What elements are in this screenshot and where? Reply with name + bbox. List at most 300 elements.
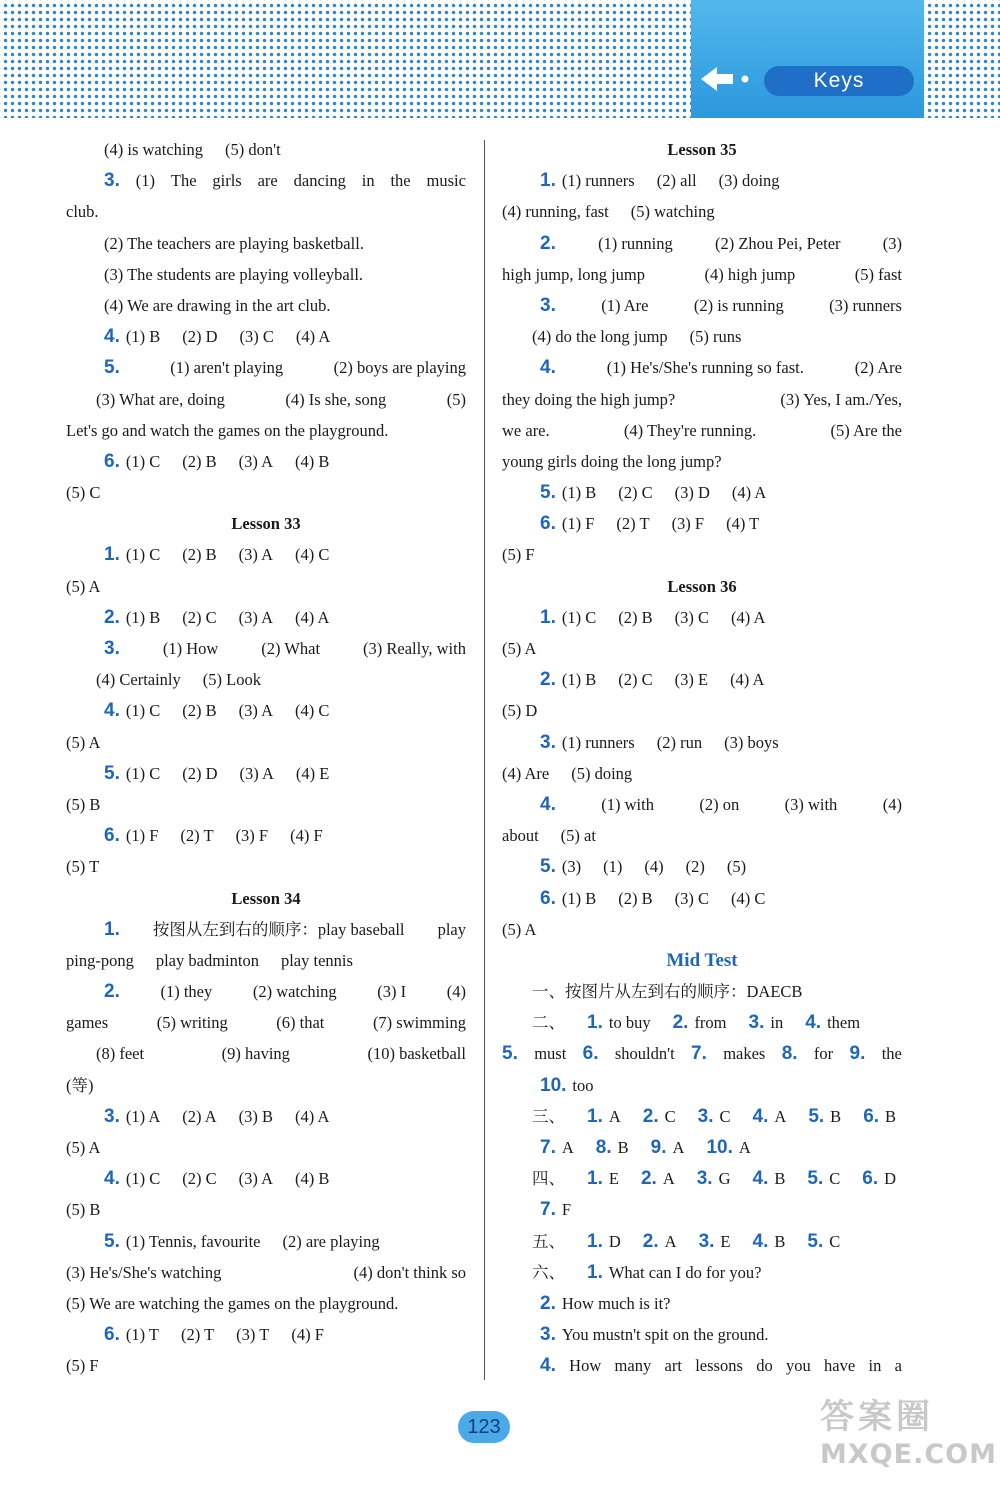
answer-line [502, 1350, 902, 1381]
answer-text: What can I do for you? [608, 1262, 762, 1282]
answer-text: (2) B [182, 701, 217, 721]
answer-line [502, 1038, 902, 1069]
answer-text: (4) A [294, 1106, 330, 1126]
answer-line [502, 820, 902, 851]
answer-text: (5) fast [854, 264, 902, 284]
answer-line [502, 1163, 902, 1194]
answer-text: (3) with [784, 794, 838, 814]
answer-text: Lesson 35 [667, 140, 737, 159]
answer-text: (1) Are [601, 295, 649, 315]
keys-label: Keys [764, 66, 914, 96]
question-number: 4. [104, 326, 120, 348]
answer-text: (3) C [674, 607, 709, 627]
answer-text: (4) [446, 982, 466, 1002]
answer-text: 五、 [532, 1231, 565, 1251]
answer-text: (1) B [561, 483, 597, 503]
answer-text: (4) C [294, 701, 330, 721]
answer-text: (5) [726, 857, 747, 877]
answer-text: (4) high jump [704, 264, 796, 284]
answer-text: 按图从左到右的顺序：play baseball [152, 919, 405, 939]
answer-text: B [774, 1231, 786, 1251]
answer-text: (2) D [182, 763, 218, 783]
answer-text: (5) doing [571, 763, 633, 783]
question-number: 5. [540, 856, 556, 878]
answer-text: Lesson 34 [231, 888, 301, 908]
answer-text: 六、 [532, 1262, 565, 1282]
question-number: 5. [807, 1230, 824, 1252]
question-number: 5. [807, 1168, 824, 1190]
answer-text: (等) [66, 1075, 94, 1095]
answer-line [502, 883, 902, 914]
answer-line [66, 196, 466, 227]
answer-line [66, 727, 466, 758]
answer-text: (5) A [502, 919, 537, 939]
answer-line [502, 633, 902, 664]
answer-text: E [608, 1169, 619, 1189]
answer-text: you [785, 1356, 811, 1376]
question-number: 3. [104, 638, 120, 659]
answer-text: B [830, 1106, 842, 1126]
answer-text: 一、按图片从左到右的顺序：DAECB [532, 982, 803, 1002]
answer-line [502, 539, 902, 570]
answer-text: (5) T [66, 857, 100, 877]
question-number: 2. [642, 1105, 659, 1127]
answer-text: (4) running, fast [502, 202, 609, 222]
answer-text: (4) Certainly [96, 670, 181, 690]
answer-text: the [881, 1044, 902, 1064]
answer-line [502, 228, 902, 259]
answer-text: girls [212, 171, 242, 191]
question-number: 4. [752, 1230, 769, 1252]
answer-line [502, 415, 902, 446]
answer-text: You mustn't spit on the ground. [561, 1325, 769, 1345]
answer-line [66, 384, 466, 415]
answer-text: How much is it? [561, 1293, 671, 1313]
question-number: 4. [752, 1105, 769, 1127]
answer-text: (1) [135, 171, 155, 191]
answer-text: (9) having [221, 1044, 290, 1064]
answer-line [66, 1132, 466, 1163]
answer-text: (1) How [162, 639, 219, 658]
question-number: 4. [805, 1012, 822, 1034]
answer-text: (2) [685, 857, 705, 877]
answer-text: too [572, 1075, 594, 1095]
answer-text: (2) watching [252, 982, 337, 1002]
answer-text: (3) I [377, 982, 407, 1002]
answer-line [66, 695, 466, 726]
question-number: 6. [540, 513, 556, 535]
answer-text: (2) all [656, 171, 697, 191]
question-number: 3. [540, 731, 556, 753]
question-number: 2. [640, 1168, 657, 1190]
answer-text: (4) A [295, 327, 331, 347]
answer-text: lessons [695, 1356, 743, 1376]
answer-line [502, 290, 902, 321]
answer-line [502, 259, 902, 290]
answer-text: (1) B [125, 607, 161, 627]
answer-text: (3) C [674, 888, 709, 908]
answer-text: (5) runs [689, 327, 742, 347]
answer-text: (1) runners [561, 171, 635, 191]
answer-text: (2) Zhou Pei, Peter [714, 233, 841, 253]
answer-line [502, 1257, 902, 1288]
answer-line [66, 945, 466, 976]
answer-text: (2) B [618, 607, 653, 627]
answer-line [66, 165, 466, 196]
answer-line [66, 851, 466, 882]
answer-line [66, 758, 466, 789]
answer-text: (4) C [294, 545, 330, 565]
answer-line [66, 508, 466, 539]
answer-text: (5) don't [224, 140, 281, 159]
answer-line [502, 1101, 902, 1132]
question-number: 1. [587, 1012, 603, 1034]
question-number: 2. [672, 1012, 689, 1034]
answer-text: ping-pong [66, 950, 134, 970]
question-number: 3. [697, 1105, 714, 1127]
answer-line [66, 1101, 466, 1132]
answer-text: (1) Tennis, favourite [125, 1231, 261, 1251]
answer-text: (1) T [125, 1325, 160, 1345]
answer-line [66, 1194, 466, 1225]
answer-line [66, 633, 466, 664]
answer-line [66, 539, 466, 570]
answer-line [502, 508, 902, 539]
answer-text: (3) runners [829, 295, 902, 315]
answer-line [502, 1319, 902, 1350]
answer-text: (4) Is she, song [285, 389, 387, 409]
answer-text: (4) is watching [104, 140, 203, 159]
question-number: 6. [104, 450, 120, 472]
question-number: 9. [650, 1137, 667, 1158]
question-number: 8. [781, 1043, 798, 1065]
answer-text: (3) Really, with [363, 639, 466, 658]
answer-line [66, 321, 466, 352]
answer-text: in [361, 171, 375, 191]
answer-text: (5) at [560, 826, 596, 846]
answer-text: (5) C [66, 483, 101, 503]
answer-text: C [829, 1231, 841, 1251]
answer-text: (3) [561, 857, 582, 877]
answer-line [66, 976, 466, 1007]
answer-text: (5) B [66, 1200, 101, 1220]
answer-text: A [672, 1138, 685, 1157]
answer-line [502, 352, 902, 383]
question-number: 1. [587, 1105, 603, 1127]
answer-line [66, 789, 466, 820]
answer-text: (4) C [730, 888, 766, 908]
question-number: 1. [540, 606, 556, 628]
question-number: 2. [540, 669, 556, 691]
question-number: 1. [587, 1168, 603, 1190]
answer-text: (4) A [730, 670, 765, 690]
answer-text: D [884, 1169, 897, 1189]
answer-text: (5) Look [202, 670, 261, 690]
column-divider [484, 140, 485, 1380]
answer-column-left [66, 134, 466, 1382]
answer-text: dancing [293, 171, 346, 191]
answer-text: do [756, 1356, 773, 1376]
question-number: 3. [104, 1105, 120, 1127]
answer-text: (3) A [238, 545, 273, 565]
answer-text: C [829, 1169, 841, 1189]
answer-text: A [561, 1138, 574, 1157]
question-number: 3. [748, 1012, 765, 1034]
answer-text: Mid Test [666, 949, 738, 971]
answer-line [502, 477, 902, 508]
answer-text: (7) swimming [372, 1013, 466, 1033]
answer-text: (2) D [182, 327, 218, 347]
answer-text: (2) B [618, 888, 653, 908]
answer-line [66, 571, 466, 602]
answer-line [66, 446, 466, 477]
answer-text: for [813, 1044, 834, 1064]
question-number: 7. [540, 1199, 556, 1221]
answer-text: (2) Are [854, 358, 902, 378]
answer-text: games [66, 1013, 109, 1033]
answer-line [502, 758, 902, 789]
answer-line [66, 1319, 466, 1350]
answer-text: (4) F [291, 1325, 324, 1345]
answer-text: we are. [502, 420, 550, 440]
answer-text: Lesson 33 [231, 514, 301, 534]
answer-text: The [170, 171, 197, 191]
answer-text: (5) A [66, 1138, 101, 1157]
question-number: 2. [642, 1230, 659, 1252]
answer-text: play badminton [155, 950, 259, 970]
answer-text: from [694, 1013, 727, 1033]
header-panel [691, 0, 924, 118]
answer-text: (3) F [235, 826, 269, 846]
answer-line [502, 945, 902, 976]
answer-text: (5) A [66, 576, 101, 596]
answer-text: (2) C [618, 483, 653, 503]
question-number: 3. [698, 1230, 715, 1252]
answer-text: (5) Are the [830, 420, 902, 440]
answer-text: (3) boys [724, 732, 779, 752]
answer-text: (4) B [294, 1169, 330, 1189]
answer-text: A [662, 1169, 675, 1189]
answer-text: (3) B [238, 1106, 273, 1126]
answer-text: (4) They're running. [623, 420, 757, 440]
answer-text: (4) We are drawing in the art club. [104, 295, 331, 315]
answer-line [502, 664, 902, 695]
answer-text: (1) C [125, 701, 161, 721]
answer-text: (8) feet [96, 1044, 145, 1064]
answer-text: (3) A [238, 607, 273, 627]
answer-line [66, 228, 466, 259]
answer-line [66, 415, 466, 446]
answer-text: Lesson 36 [667, 576, 737, 596]
answer-text: (5) writing [156, 1013, 228, 1033]
answer-line [66, 1163, 466, 1194]
question-number: 4. [540, 1355, 556, 1377]
question-number: 1. [587, 1261, 603, 1283]
answer-text: (4) F [290, 826, 323, 846]
answer-text: A [608, 1106, 621, 1126]
answer-line [502, 1132, 902, 1163]
answer-line [66, 883, 466, 914]
question-number: 8. [595, 1137, 612, 1158]
answer-line [502, 976, 902, 1007]
answer-text: (6) that [276, 1013, 325, 1033]
answer-text: (3) Yes, I am./Yes, [780, 389, 902, 409]
answer-text: (2) C [182, 607, 217, 627]
answer-text: (2) is running [693, 295, 784, 315]
answer-text: them [827, 1013, 861, 1033]
question-number: 1. [540, 170, 556, 192]
answer-text: (5) F [66, 1356, 99, 1376]
answer-line [66, 602, 466, 633]
answer-text: (3) He's/She's watching [66, 1262, 222, 1282]
answer-text: are [257, 171, 278, 191]
answer-line [502, 1194, 902, 1225]
answer-text: (2) boys are playing [333, 358, 466, 378]
answer-text: (2) run [656, 732, 703, 752]
answer-text: (2) The teachers are playing basketball. [104, 233, 364, 253]
answer-text: (3) F [671, 514, 705, 534]
question-number: 2. [540, 1292, 556, 1314]
question-number: 1. [587, 1230, 603, 1252]
answer-text: B [885, 1106, 897, 1126]
question-number: 4. [104, 1168, 120, 1190]
answer-text: (3) What are, doing [96, 389, 225, 409]
answer-text: (4) A [730, 607, 766, 627]
answer-text: 四、 [532, 1169, 565, 1189]
answer-line [502, 1288, 902, 1319]
question-number: 10. [540, 1074, 567, 1096]
answer-text: (2) T [180, 826, 214, 846]
answer-text: A [664, 1231, 677, 1251]
answer-text: F [561, 1200, 572, 1220]
answer-text: in [868, 1356, 882, 1376]
answer-text: (3) [882, 233, 902, 253]
answer-text: young girls doing the long jump? [502, 451, 722, 471]
answer-text: (1) F [125, 826, 159, 846]
answer-text: (5) D [502, 701, 538, 721]
question-number: 7. [691, 1043, 707, 1065]
question-number: 5. [104, 1230, 120, 1252]
answer-line [66, 1288, 466, 1319]
answer-text: (2) T [616, 514, 650, 534]
question-number: 9. [849, 1043, 866, 1065]
answer-text: A [774, 1106, 787, 1126]
answer-text: (1) B [561, 670, 597, 690]
answer-text: (4) [882, 794, 902, 814]
answer-text: 三、 [532, 1106, 565, 1126]
answer-text: (3) A [238, 451, 273, 471]
answer-text: (2) What [261, 639, 321, 658]
question-number: 4. [752, 1168, 769, 1190]
answer-line [502, 914, 902, 945]
answer-text: (1) B [561, 888, 597, 908]
answer-text: (5) F [502, 545, 535, 565]
answer-line [502, 321, 902, 352]
answer-text: music [426, 171, 466, 191]
answer-text: play tennis [280, 950, 353, 970]
answer-text: they doing the high jump? [502, 389, 676, 409]
question-number: 1. [104, 918, 120, 940]
answer-text: makes [723, 1044, 766, 1064]
answer-text: (4) [644, 857, 664, 877]
question-number: 2. [540, 232, 556, 254]
answer-text: (3) A [239, 763, 274, 783]
answer-text: about [502, 826, 539, 846]
answer-text: (4) do the long jump [532, 327, 668, 347]
answer-text: (1) running [598, 233, 673, 253]
answer-column-right [502, 134, 902, 1382]
answer-line [502, 695, 902, 726]
page-number: 123 [458, 1411, 510, 1443]
answer-text: (1) He's/She's running so fast. [606, 358, 804, 378]
answer-text: (5) A [502, 639, 537, 658]
answer-line [66, 259, 466, 290]
answer-text: the [390, 171, 411, 191]
answer-text: (4) E [295, 763, 330, 783]
answer-text: (4) A [294, 607, 330, 627]
answer-text: must [534, 1044, 567, 1064]
answer-text: (5) [446, 389, 466, 409]
answer-text: (3) D [674, 483, 710, 503]
answer-line [502, 384, 902, 415]
answer-line [66, 352, 466, 383]
answer-text: E [720, 1231, 731, 1251]
answer-text: (3) T [236, 1325, 270, 1345]
answer-line [66, 1007, 466, 1038]
answer-text: (1) they [160, 982, 213, 1002]
answer-line [502, 602, 902, 633]
answer-text: How [569, 1356, 602, 1376]
answer-line [66, 1038, 466, 1069]
answer-line [66, 1070, 466, 1101]
answer-text: (1) [603, 857, 623, 877]
question-number: 5. [104, 762, 120, 784]
question-number: 2. [104, 981, 120, 1003]
answer-text: (10) basketball [367, 1044, 466, 1064]
question-number: 7. [540, 1137, 556, 1158]
answer-text: (5) B [66, 794, 101, 814]
watermark-bottom: MXQE.COM [820, 1439, 997, 1470]
answer-text: many [614, 1356, 652, 1376]
answer-text: (5) We are watching the games on the playground. [66, 1293, 399, 1313]
question-number: 6. [582, 1043, 599, 1065]
question-number: 5. [104, 357, 120, 379]
answer-line [66, 134, 466, 165]
answer-text: shouldn't [614, 1044, 675, 1064]
answer-line [66, 820, 466, 851]
watermark-top: 答案圈 [820, 1397, 934, 1437]
answer-line [502, 1070, 902, 1101]
answer-line [502, 851, 902, 882]
answer-text: (2) are playing [282, 1231, 380, 1251]
answer-text: (2) A [182, 1106, 217, 1126]
answer-text: (1) C [125, 451, 161, 471]
answer-line [66, 290, 466, 321]
question-number: 6. [862, 1168, 879, 1190]
answer-text: in [770, 1013, 784, 1033]
question-number: 6. [104, 1324, 120, 1346]
answer-text: (1) aren't playing [170, 358, 284, 378]
answer-line [66, 1257, 466, 1288]
answer-line [66, 914, 466, 945]
answer-text: a [894, 1356, 902, 1376]
answer-text: (3) E [674, 670, 709, 690]
question-number: 5. [502, 1043, 518, 1065]
question-number: 4. [104, 700, 120, 722]
answer-line [502, 134, 902, 165]
answer-text: (1) B [125, 327, 161, 347]
answer-line [66, 477, 466, 508]
